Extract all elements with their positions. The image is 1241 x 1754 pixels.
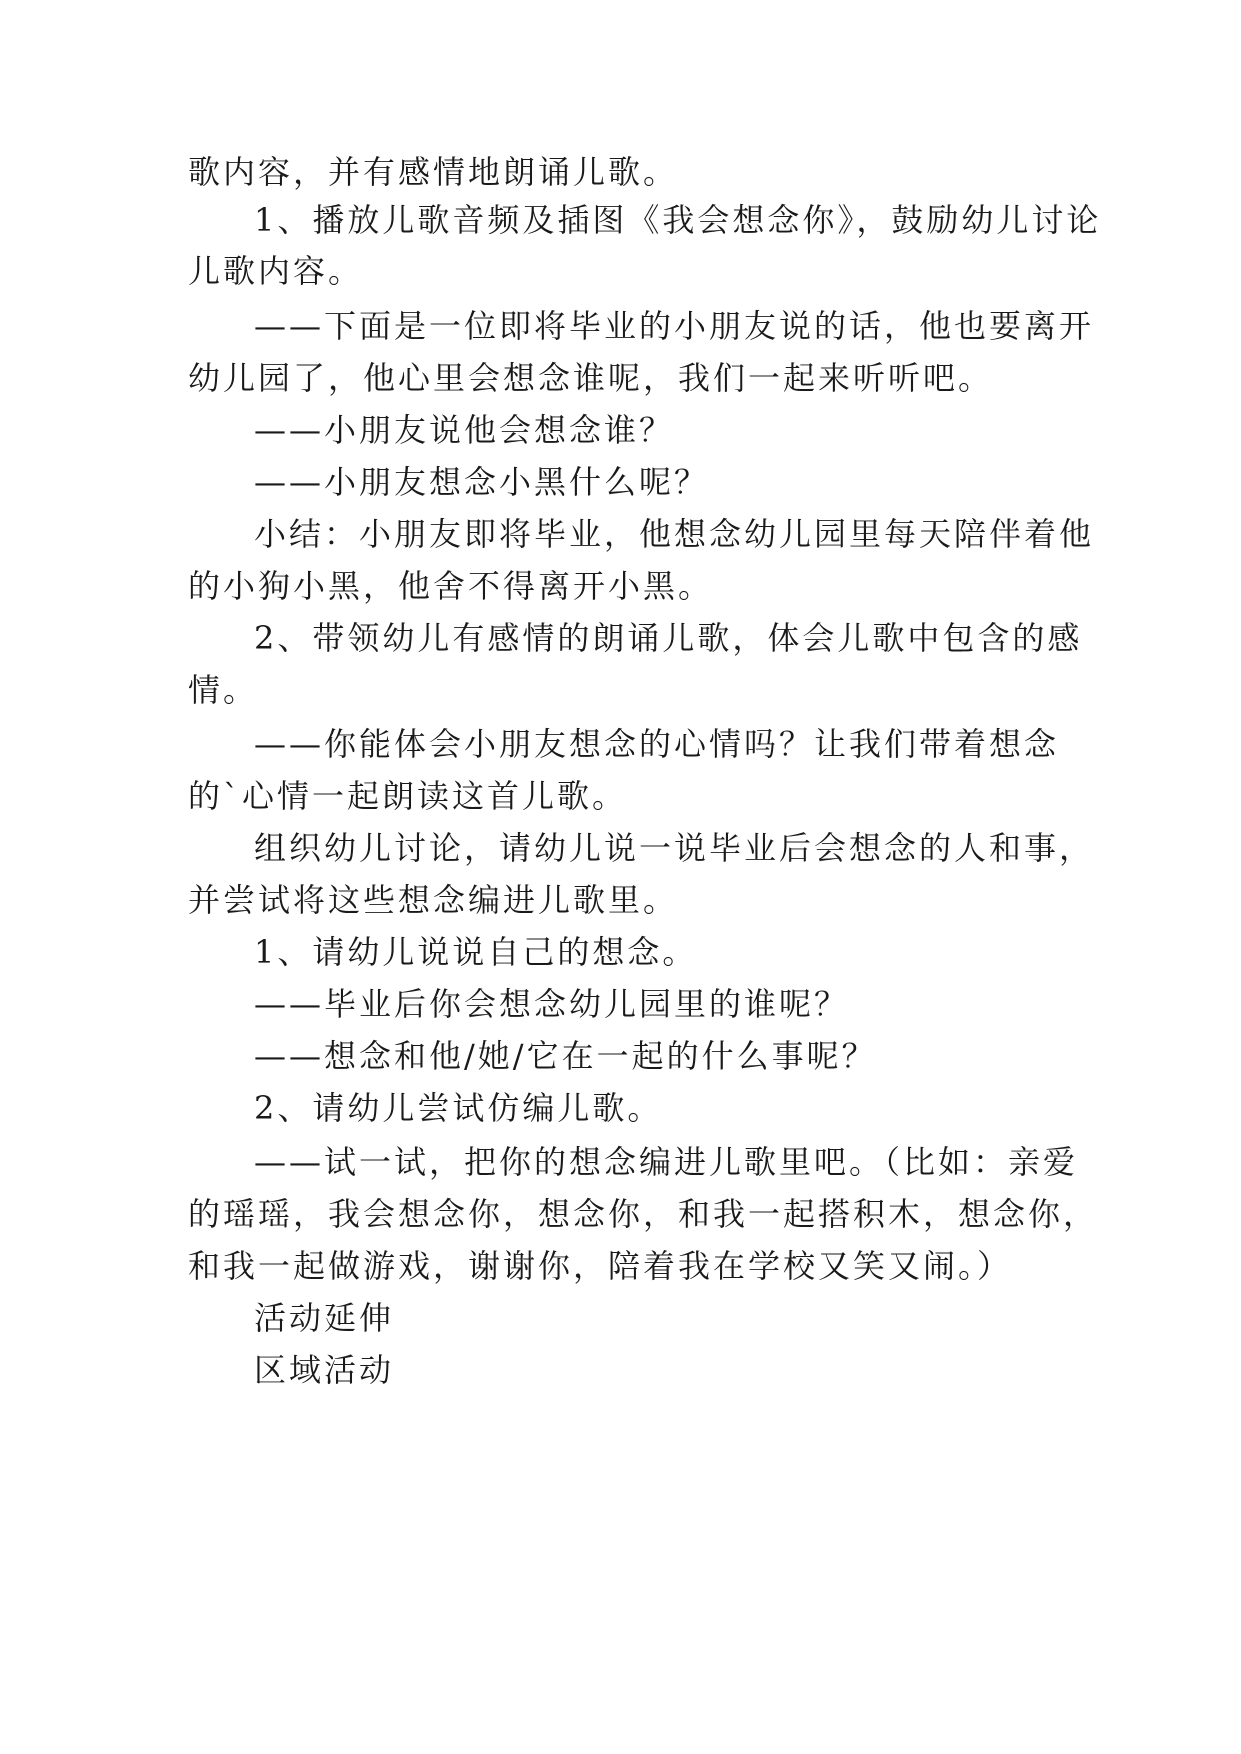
section-heading: 区域活动 [254,1351,395,1389]
text-line: 歌内容，并有感情地朗诵儿歌。 [188,153,679,191]
text-line: 幼儿园了，他心里会想念谁呢，我们一起来听听吧。 [188,359,994,397]
text-line: ——小朋友说他会想念谁？ [254,411,675,449]
text-line: ——小朋友想念小黑什么呢？ [254,463,710,501]
text-line: 和我一起做游戏，谢谢你，陪着我在学校又笑又闹。） [188,1247,1013,1285]
text-line: 儿歌内容。 [188,252,364,290]
text-line: 小结：小朋友即将毕业，他想念幼儿园里每天陪伴着他 [254,515,1095,553]
text-line: 并尝试将这些想念编进儿歌里。 [188,881,679,919]
text-line: 组织幼儿讨论，请幼儿说一说毕业后会想念的人和事， [254,829,1095,867]
text-line: ——你能体会小朋友想念的心情吗？让我们带着想念 [254,725,1060,763]
text-line: ——下面是一位即将毕业的小朋友说的话，他也要离开 [254,307,1095,345]
text-line: 的瑶瑶，我会想念你，想念你，和我一起搭积木，想念你， [188,1195,1099,1233]
text-line: 1、请幼儿说说自己的想念。 [254,933,698,971]
text-line: 的小狗小黑，他舍不得离开小黑。 [188,567,714,605]
text-line: ——想念和他/她/它在一起的什么事呢？ [254,1037,877,1075]
text-line: 情。 [188,671,259,709]
text-line: ——毕业后你会想念幼儿园里的谁呢？ [254,985,850,1023]
text-line: ——试一试，把你的想念编进儿歌里吧。（比如：亲爱 [254,1143,1079,1181]
text-line: 1、播放儿歌音频及插图《我会想念你》，鼓励幼儿讨论 [254,201,1102,239]
text-line: 的`心情一起朗读这首儿歌。 [188,777,628,815]
text-line: 2、请幼儿尝试仿编儿歌。 [254,1089,663,1127]
section-heading: 活动延伸 [254,1299,395,1337]
text-line: 2、带领幼儿有感情的朗诵儿歌，体会儿歌中包含的感 [254,619,1083,657]
